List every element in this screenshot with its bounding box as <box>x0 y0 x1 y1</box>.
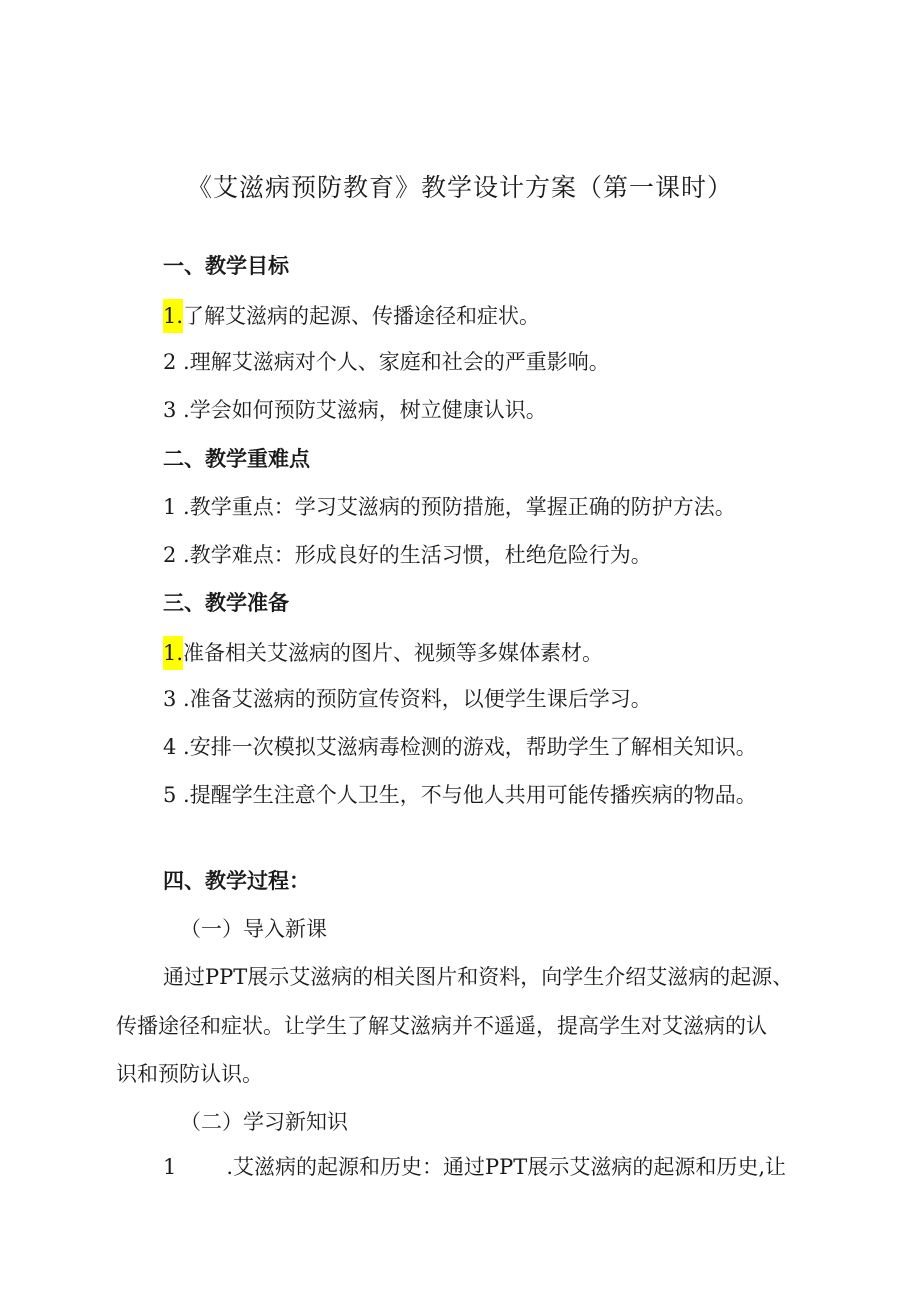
list-item-text: .学会如何预防艾滋病，树立健康认识。 <box>176 398 547 422</box>
subsection-heading: （二）学习新知识 <box>180 1110 348 1134</box>
list-item-number: 5 <box>163 783 177 807</box>
list-item <box>163 347 610 377</box>
section-heading-objectives: 一、教学目标 <box>163 253 289 278</box>
paragraph-line: 传播途径和症状。让学生了解艾滋病并不遥遥，提高学生对艾滋病的认 <box>116 1014 767 1038</box>
section-heading-process: 四、教学过程： <box>163 868 310 893</box>
list-item-text: 准备相关艾滋病的图片、视频等多媒体素材。 <box>183 641 604 665</box>
section-heading-preparation: 三、教学准备 <box>163 590 289 615</box>
list-item <box>163 732 757 762</box>
list-item-number: 3 <box>163 398 177 422</box>
list-item <box>163 540 652 570</box>
paragraph-line: 通过PPT展示艾滋病的相关图片和资料，向学生介绍艾滋病的起源、 <box>163 965 794 989</box>
list-item-number: 2 <box>163 350 177 374</box>
list-item-text: .安排一次模拟艾滋病毒检测的游戏，帮助学生了解相关知识。 <box>176 735 757 759</box>
list-item-text: .理解艾滋病对个人、家庭和社会的严重影响。 <box>176 350 610 374</box>
list-item <box>163 780 757 810</box>
list-item-text: .教学重点：学习艾滋病的预防措施，掌握正确的防护方法。 <box>176 495 736 519</box>
subsection-heading: （一）导入新课 <box>180 917 327 941</box>
highlighted-number: 1. <box>163 299 183 333</box>
list-item <box>163 636 603 670</box>
list-item-text: .艾滋病的起源和历史：通过PPT展示艾滋病的起源和历史,让 <box>226 1155 786 1179</box>
paragraph-line: 识和预防认识。 <box>116 1062 263 1086</box>
list-item <box>163 492 736 522</box>
highlighted-number: 1. <box>163 636 183 670</box>
list-item <box>163 1152 786 1182</box>
list-item-text: .提醒学生注意个人卫生，不与他人共用可能传播疾病的物品。 <box>176 783 757 807</box>
list-item-number: 2 <box>163 543 177 567</box>
list-item-text: .准备艾滋病的预防宣传资料，以便学生课后学习。 <box>176 687 652 711</box>
list-item <box>163 299 540 333</box>
list-item-number: 1 <box>163 495 177 519</box>
list-item-text: 了解艾滋病的起源、传播途径和症状。 <box>183 304 541 328</box>
list-item-number: 4 <box>163 735 177 759</box>
list-item <box>163 684 652 714</box>
list-item <box>163 395 547 425</box>
list-item-number: 3 <box>163 687 177 711</box>
document-title: 《艾滋病预防教育》教学设计方案（第一课时） <box>186 173 733 202</box>
list-item-number: 1 <box>163 1155 177 1179</box>
list-item-text: .教学难点：形成良好的生活习惯，杜绝危险行为。 <box>176 543 652 567</box>
section-heading-key-points: 二、教学重难点 <box>163 446 310 471</box>
